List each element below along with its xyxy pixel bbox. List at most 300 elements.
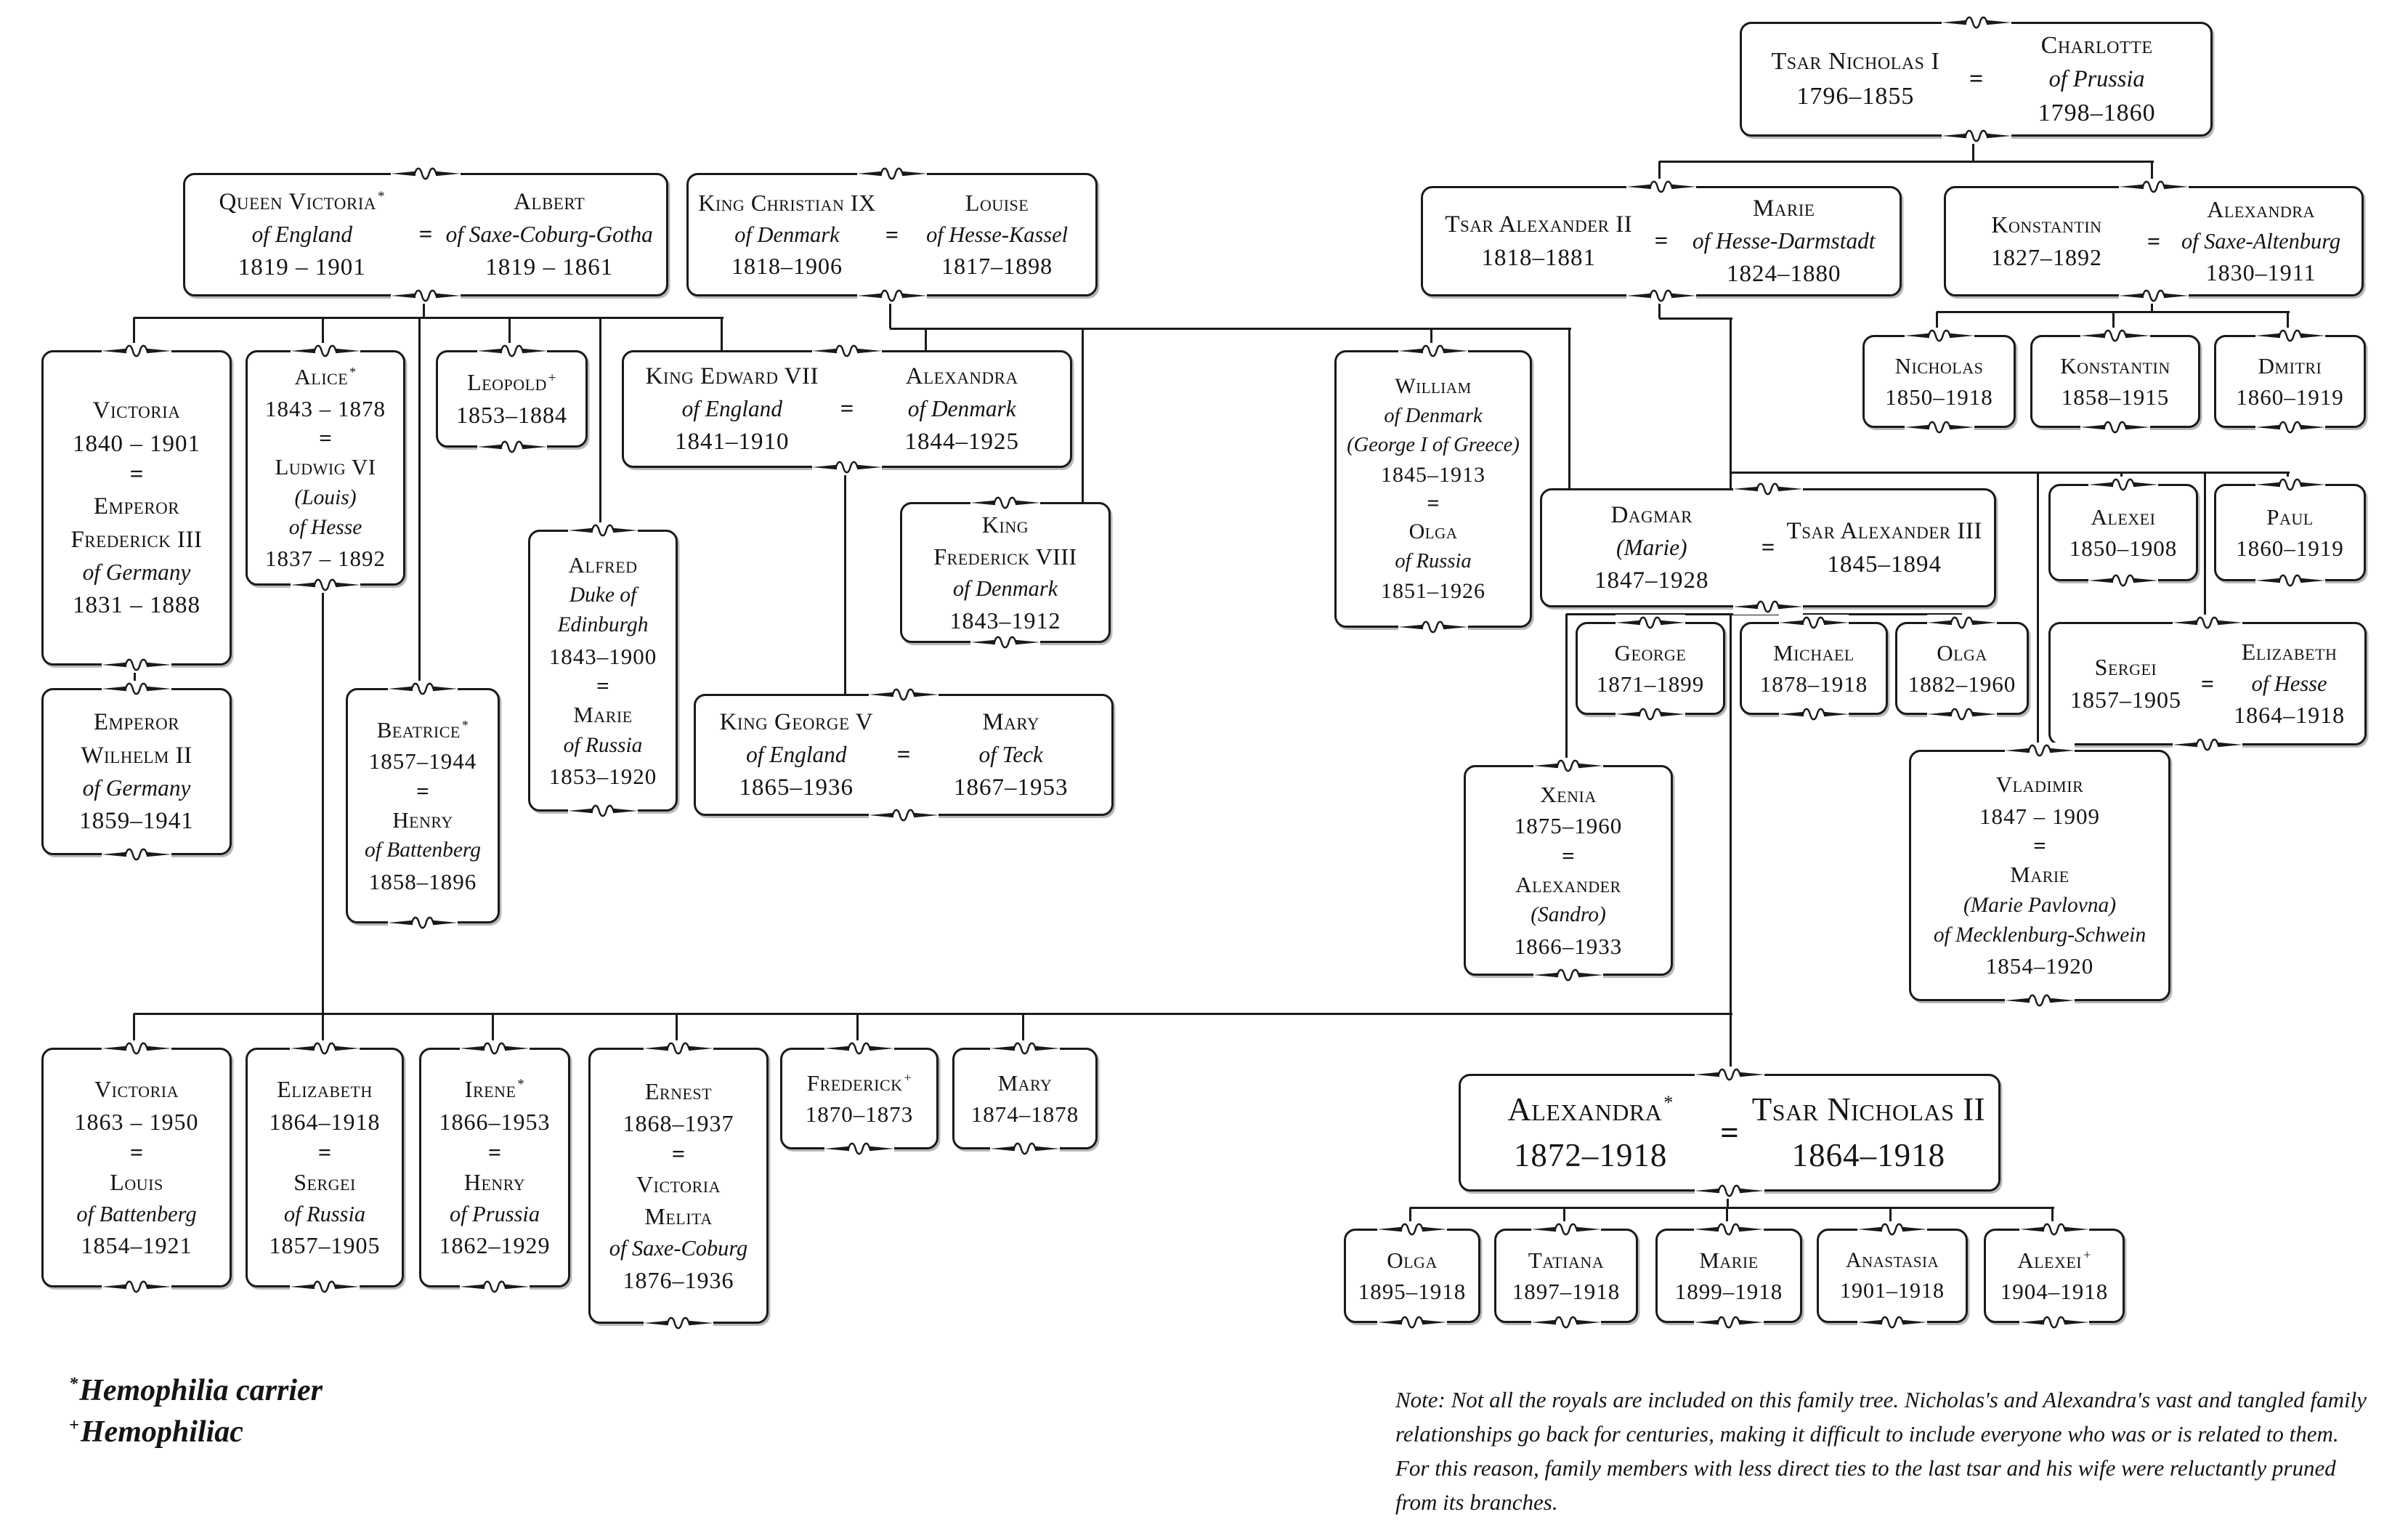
person-box-marie-1899: [1655, 1229, 1802, 1323]
person-subtitle: of Denmark: [907, 396, 1016, 422]
person-dates: 1867–1953: [953, 774, 1069, 801]
person-box-king-frederick-viii: [900, 502, 1111, 643]
marriage-equals: =: [1562, 842, 1575, 868]
legend-hemophiliac: [69, 1412, 323, 1453]
person-column: [1675, 191, 1892, 291]
marriage-equals: =: [2033, 833, 2046, 859]
scroll-ornament-icon: [1695, 1183, 1764, 1199]
legend-hemophilia-carrier: [69, 1370, 323, 1412]
scroll-ornament-icon: [102, 681, 171, 697]
person-name: Paul: [2266, 503, 2314, 530]
scroll-ornament-icon: [970, 634, 1040, 650]
person-dates: 1845–1913: [1381, 462, 1485, 487]
person-dates: 1853–1884: [456, 402, 567, 428]
person-box-alexandra-tsar-nicholas-ii: [1459, 1074, 2000, 1192]
person-name: Frederick III: [70, 526, 203, 553]
person-column: [2221, 627, 2357, 740]
person-dates: 1874–1878: [970, 1101, 1079, 1127]
scroll-ornament-icon: [2255, 573, 2325, 588]
scroll-ornament-icon: [2173, 737, 2242, 753]
person-column: [445, 355, 578, 442]
person-dates: 1864–1918: [2234, 702, 2346, 729]
plus-mark-icon: +: [2083, 1247, 2091, 1263]
scroll-ornament-icon: [1531, 1221, 1601, 1237]
person-column: [1749, 27, 1962, 132]
person-name: Sergei: [2094, 654, 2157, 681]
scroll-ornament-icon: [857, 166, 927, 182]
scroll-ornament-icon: [1398, 619, 1468, 635]
person-column: [1549, 493, 1754, 602]
person-subtitle: of Russia: [563, 733, 643, 757]
person-box-vladimir-marie: [1909, 750, 2170, 1001]
scroll-ornament-icon: [824, 1141, 894, 1157]
scroll-ornament-icon: [460, 1279, 530, 1295]
person-dates: 1860–1919: [2236, 535, 2344, 561]
person-subtitle: of Battenberg: [365, 838, 481, 862]
person-column: [1585, 627, 1716, 710]
person-box-paul: [2214, 484, 2366, 581]
person-column: [1872, 340, 2006, 423]
person-column: [2223, 489, 2356, 576]
person-column: [917, 699, 1104, 811]
marriage-equals: =: [1969, 65, 1984, 92]
person-dates: 1850–1908: [2069, 535, 2178, 561]
person-column: [2223, 340, 2356, 423]
scroll-ornament-icon: [2255, 328, 2325, 344]
person-column: [1826, 1234, 1958, 1318]
person-dates: 1819 – 1861: [485, 254, 614, 280]
person-dates: 1899–1918: [1674, 1279, 1783, 1304]
person-column: [1993, 1234, 2115, 1318]
scroll-ornament-icon: [2119, 288, 2189, 304]
person-column: [598, 1053, 759, 1319]
person-name: Michael: [1773, 639, 1854, 666]
person-subtitle: of Hesse-Kassel: [926, 222, 1069, 247]
person-dates: 1844–1925: [904, 428, 1019, 455]
scroll-ornament-icon: [2255, 477, 2325, 493]
person-name: King George V: [719, 708, 874, 735]
person-column: [696, 178, 878, 291]
person-name: Charlotte: [2040, 31, 2153, 59]
scroll-ornament-icon: [1626, 179, 1696, 195]
person-dates: 1864–1918: [1791, 1137, 1946, 1173]
person-box-king-edward-vii-alexandra: [622, 350, 1072, 468]
scroll-ornament-icon: [291, 577, 360, 593]
scroll-ornament-icon: [2119, 179, 2189, 195]
legend: [69, 1370, 323, 1452]
person-name: Emperor: [93, 708, 180, 735]
scroll-ornament-icon: [290, 1279, 360, 1295]
scroll-ornament-icon: [1927, 615, 1997, 631]
person-box-george-1871: [1576, 622, 1725, 715]
person-column: [51, 355, 222, 660]
scroll-ornament-icon: [812, 343, 882, 359]
scroll-ornament-icon: [1942, 128, 2011, 144]
person-name: Olga: [1937, 639, 1987, 666]
person-column: [439, 178, 659, 291]
person-name: Alice *: [294, 364, 357, 390]
person-subtitle: of England: [681, 396, 783, 422]
marriage-equals: =: [2146, 227, 2161, 254]
marriage-equals: =: [1654, 227, 1669, 254]
person-subtitle: of Teck: [978, 742, 1043, 768]
marriage-equals: =: [1761, 534, 1775, 561]
person-name: Ludwig VI: [275, 454, 376, 480]
marriage-equals: =: [416, 777, 429, 804]
marriage-equals: =: [487, 1138, 502, 1165]
person-name: Olga: [1408, 519, 1458, 543]
person-subtitle: of Germany: [82, 775, 191, 801]
person-name: Vladimir: [1995, 772, 2084, 798]
person-box-victoria-frederick-iii: [41, 350, 232, 666]
person-name: Nicholas: [1894, 352, 1984, 379]
person-dates: 1853–1920: [548, 763, 657, 789]
marriage-equals: =: [896, 741, 911, 768]
person-box-frederick-1870: [780, 1048, 939, 1149]
person-dates: 1817–1898: [941, 253, 1053, 280]
person-name: Frederick VIII: [933, 543, 1077, 570]
person-dates: 1857–1905: [269, 1232, 381, 1259]
person-name: Konstantin: [2060, 352, 2170, 379]
person-box-king-george-v-mary: [694, 694, 1114, 816]
scroll-ornament-icon: [970, 495, 1040, 511]
person-name: Frederick +: [806, 1069, 912, 1096]
asterisk-mark-icon: *: [517, 1077, 525, 1093]
person-dates: 1843–1912: [949, 607, 1061, 634]
person-box-irene-henry: [419, 1048, 570, 1287]
person-subtitle: of Russia: [1395, 549, 1472, 573]
person-name: Irene *: [464, 1075, 525, 1102]
person-column: [1953, 191, 2140, 291]
person-column: [909, 507, 1101, 638]
person-name: Ernest: [644, 1077, 713, 1104]
person-dates: 1851–1926: [1381, 578, 1485, 603]
scroll-ornament-icon: [1616, 615, 1685, 631]
person-dates: 1857–1905: [2069, 687, 2181, 713]
scroll-ornament-icon: [824, 1040, 894, 1056]
person-box-sergei-elizabeth: [2048, 622, 2367, 745]
scroll-ornament-icon: [1695, 1067, 1764, 1083]
person-box-alexei-1850: [2048, 484, 2198, 581]
marriage-equals: =: [1720, 1115, 1739, 1151]
marriage-equals: =: [1427, 490, 1440, 515]
scroll-ornament-icon: [1942, 15, 2011, 31]
person-box-olga-1895: [1344, 1229, 1480, 1323]
scroll-ornament-icon: [869, 807, 939, 823]
person-dates: 1878–1918: [1759, 671, 1868, 697]
scroll-ornament-icon: [2080, 419, 2150, 435]
person-name: Marie: [573, 702, 633, 728]
person-name: Marie: [1699, 1247, 1759, 1273]
person-box-michael: [1740, 622, 1888, 715]
scroll-ornament-icon: [2173, 615, 2242, 631]
scroll-ornament-icon: [1626, 288, 1696, 304]
person-name: Tsar Nicholas II: [1751, 1091, 1986, 1128]
person-dates: 1865–1936: [739, 774, 854, 801]
person-column: [538, 535, 668, 806]
scroll-ornament-icon: [1616, 706, 1685, 722]
person-name: Alexei: [2091, 503, 2156, 530]
person-dates: 1841–1910: [675, 428, 790, 455]
scroll-ornament-icon: [644, 1040, 713, 1056]
person-subtitle: of Saxe-Altenburg: [2181, 228, 2341, 254]
person-name: Dagmar: [1610, 501, 1693, 528]
person-name: Victoria: [94, 1075, 179, 1102]
person-column: [790, 1053, 929, 1144]
person-name: Alexandra*: [1507, 1091, 1674, 1128]
person-column: [1468, 1079, 1713, 1186]
scroll-ornament-icon: [391, 288, 461, 304]
person-subtitle: of Denmark: [734, 222, 840, 247]
plus-mark-icon: +: [548, 370, 556, 386]
scroll-ornament-icon: [290, 1040, 360, 1056]
person-box-konstantin-alexandra: [1944, 186, 2364, 296]
person-dates: 1871–1899: [1596, 671, 1705, 697]
scroll-ornament-icon: [1857, 1221, 1927, 1237]
person-name: Marie: [2010, 862, 2069, 888]
person-dates: 1882–1960: [1908, 671, 2016, 697]
person-name: Alfred: [568, 551, 638, 578]
marriage-equals: =: [671, 1141, 686, 1168]
person-box-nicholas-1850: [1862, 335, 2016, 428]
person-dates: 1845–1894: [1827, 551, 1942, 578]
person-dates: 1847–1928: [1594, 567, 1709, 594]
person-column: [1782, 493, 1987, 602]
person-dates: 1854–1920: [1985, 953, 2094, 979]
scroll-ornament-icon: [291, 343, 360, 359]
person-name: Tatiana: [1528, 1247, 1605, 1273]
person-dates: 1863 – 1950: [74, 1108, 199, 1135]
person-column: [1430, 191, 1647, 291]
person-dates: 1895–1918: [1358, 1279, 1467, 1304]
person-dates: 1866–1933: [1514, 933, 1623, 959]
person-column: [1504, 1234, 1629, 1318]
person-column: [906, 178, 1088, 291]
person-dates: 1840 – 1901: [73, 430, 200, 457]
scroll-ornament-icon: [2005, 743, 2075, 759]
person-column: [2168, 191, 2354, 291]
person-name: Marie: [1752, 195, 1815, 222]
person-subtitle: (Marie Pavlovna): [1963, 893, 2117, 917]
person-box-alfred-marie: [528, 530, 678, 812]
scroll-ornament-icon: [102, 343, 171, 359]
person-box-elizabeth-sergei: [246, 1048, 404, 1287]
person-subtitle: of Hesse-Darmstadt: [1692, 228, 1876, 254]
person-name: Mary: [997, 1069, 1053, 1096]
marriage-equals: =: [418, 221, 433, 248]
person-subtitle: of Battenberg: [76, 1201, 197, 1226]
marriage-equals: =: [885, 221, 899, 248]
person-subtitle: (Louis): [294, 485, 357, 509]
person-name: Alexander: [1515, 871, 1621, 897]
plus-mark-icon: +: [904, 1070, 912, 1085]
person-dates: 1901–1918: [1840, 1279, 1945, 1303]
person-subtitle: (George I of Greece): [1347, 434, 1520, 457]
scroll-ornament-icon: [1733, 481, 1803, 497]
marriage-equals: =: [2200, 670, 2215, 697]
person-dates: 1858–1915: [2061, 384, 2170, 410]
person-dates: 1843–1900: [548, 643, 657, 669]
scroll-ornament-icon: [2005, 992, 2075, 1008]
person-dates: 1854–1921: [81, 1232, 192, 1259]
person-name: Alexandra: [905, 363, 1018, 389]
person-name: King: [981, 511, 1029, 538]
person-name: Louis: [110, 1168, 163, 1195]
person-column: [2058, 489, 2189, 576]
person-dates: 1872–1918: [1513, 1137, 1668, 1173]
person-dates: 1858–1896: [368, 868, 477, 894]
person-name: King Edward VII: [645, 363, 819, 389]
scroll-ornament-icon: [2019, 1221, 2089, 1237]
person-dates: 1897–1918: [1512, 1279, 1621, 1304]
scroll-ornament-icon: [812, 459, 882, 475]
person-name: William: [1395, 374, 1472, 399]
person-name: Elizabeth: [2241, 638, 2338, 665]
person-dates: 1862–1929: [439, 1232, 551, 1259]
person-box-dagmar-tsar-alexander-iii: [1540, 488, 1996, 607]
marriage-equals: =: [319, 425, 332, 451]
person-box-emperor-wilhelm-ii: [41, 688, 232, 855]
person-name: Tsar Alexander III: [1786, 517, 1982, 544]
scroll-ornament-icon: [990, 1141, 1060, 1157]
scroll-ornament-icon: [1927, 706, 1997, 722]
person-dates: 1830–1911: [2205, 259, 2316, 286]
scroll-ornament-icon: [102, 846, 171, 862]
person-name: Henry: [392, 806, 453, 833]
asterisk-mark-icon: *: [461, 717, 469, 732]
person-name: Sergei: [293, 1168, 356, 1195]
legend-carrier-label: Hemophilia carrier: [79, 1374, 323, 1407]
scroll-ornament-icon: [644, 1315, 713, 1331]
scroll-ornament-icon: [388, 915, 458, 931]
scroll-ornament-icon: [477, 439, 547, 455]
person-name: Beatrice *: [376, 717, 469, 743]
person-box-alexei-1904: [1984, 1229, 2125, 1323]
scroll-ornament-icon: [1694, 1314, 1764, 1330]
person-column: [2058, 627, 2194, 740]
scroll-ornament-icon: [1905, 419, 1974, 435]
person-name: Alexandra: [2207, 195, 2315, 222]
scroll-ornament-icon: [1905, 328, 1974, 344]
person-dates: 1818–1906: [731, 253, 843, 280]
person-name: Mary: [982, 708, 1040, 735]
person-subtitle: (Marie): [1616, 535, 1687, 561]
scroll-ornament-icon: [2080, 328, 2150, 344]
scroll-ornament-icon: [102, 657, 171, 673]
person-dates: 1796–1855: [1796, 83, 1915, 110]
person-name: King Christian IX: [698, 189, 876, 216]
scroll-ornament-icon: [990, 1040, 1060, 1056]
scroll-ornament-icon: [1733, 599, 1803, 615]
scroll-ornament-icon: [568, 522, 638, 538]
person-name: Emperor: [93, 493, 180, 519]
marriage-equals: =: [596, 673, 609, 699]
scroll-ornament-icon: [2255, 419, 2325, 435]
person-column: [255, 355, 396, 581]
person-name: Alexei +: [2017, 1247, 2091, 1273]
person-name: Xenia: [1540, 782, 1597, 807]
scroll-ornament-icon: [1377, 1314, 1447, 1330]
person-box-tatiana: [1494, 1229, 1638, 1323]
person-name: Melita: [644, 1203, 713, 1230]
person-column: [962, 1053, 1088, 1144]
footer-note: Note: Not all the royals are included on this family tree. Nicholas's and Alexandra's vast and tangled family relationships go back for centuries, making it difficult to include everyone who was or is related to them. For this reason, family members with less direct ties to the last tsar and his wife were reluctantly pruned from its branches.: [1395, 1387, 2367, 1516]
person-column: [429, 1053, 561, 1282]
person-dates: 1904–1918: [2000, 1279, 2109, 1304]
person-column: [1746, 1079, 1991, 1186]
person-dates: 1868–1937: [623, 1110, 734, 1137]
person-box-beatrice-henry: [346, 688, 500, 923]
person-column: [192, 178, 412, 291]
person-column: [1473, 770, 1663, 971]
marriage-equals: =: [840, 395, 854, 422]
person-dates: 1827–1892: [1990, 244, 2102, 270]
person-name: Elizabeth: [277, 1075, 373, 1102]
person-box-king-christian-ix-louise: [686, 173, 1098, 296]
scroll-ornament-icon: [857, 288, 927, 304]
person-subtitle: Duke of: [569, 583, 637, 607]
person-column: [1344, 355, 1523, 623]
person-box-konstantin-1858: [2030, 335, 2200, 428]
person-name: Dmitri: [2258, 352, 2322, 379]
person-column: [51, 693, 222, 850]
person-name: Anastasia: [1845, 1248, 1939, 1272]
scroll-ornament-icon: [1377, 1221, 1447, 1237]
person-column: [861, 355, 1063, 463]
person-column: [631, 355, 833, 463]
scroll-ornament-icon: [2088, 573, 2158, 588]
person-column: [355, 693, 490, 918]
person-subtitle: (Sandro): [1531, 903, 1606, 927]
person-name: Konstantin: [1991, 211, 2102, 238]
person-column: [1990, 27, 2203, 132]
person-subtitle: of Hesse: [288, 515, 362, 539]
person-name: George: [1614, 639, 1687, 666]
scroll-ornament-icon: [388, 681, 458, 697]
person-dates: 1857–1944: [368, 748, 477, 774]
person-name: Tsar Nicholas I: [1771, 48, 1940, 76]
person-subtitle: of Denmark: [1384, 405, 1483, 428]
person-name: Victoria: [636, 1170, 721, 1197]
person-column: [703, 699, 890, 811]
person-dates: 1875–1960: [1514, 813, 1623, 839]
scroll-ornament-icon: [1779, 615, 1849, 631]
scroll-ornament-icon: [1694, 1221, 1764, 1237]
scroll-ornament-icon: [1533, 967, 1603, 983]
person-name: Leopold +: [467, 369, 556, 396]
person-name: Tsar Alexander II: [1445, 211, 1633, 238]
asterisk-mark-icon: *: [378, 188, 386, 204]
person-box-anastasia: [1817, 1229, 1968, 1323]
person-column: [1353, 1234, 1471, 1318]
person-box-victoria-louis: [41, 1048, 232, 1287]
person-subtitle: of Germany: [82, 559, 191, 586]
person-column: [2040, 340, 2191, 423]
person-dates: 1837 – 1892: [265, 546, 386, 572]
scroll-ornament-icon: [2088, 477, 2158, 493]
person-column: [1905, 627, 2019, 710]
person-dates: 1870–1873: [805, 1101, 914, 1127]
person-box-xenia-alexander: [1464, 765, 1673, 976]
person-dates: 1824–1880: [1726, 260, 1841, 287]
person-subtitle: of Prussia: [449, 1201, 540, 1226]
person-subtitle: of Saxe-Coburg: [609, 1236, 748, 1261]
person-box-tsar-nicholas-i-charlotte: [1740, 22, 2213, 137]
scroll-ornament-icon: [1398, 343, 1468, 359]
person-dates: 1847 – 1909: [1979, 803, 2100, 829]
person-box-william-olga: [1334, 350, 1532, 628]
person-column: [1918, 755, 2161, 996]
